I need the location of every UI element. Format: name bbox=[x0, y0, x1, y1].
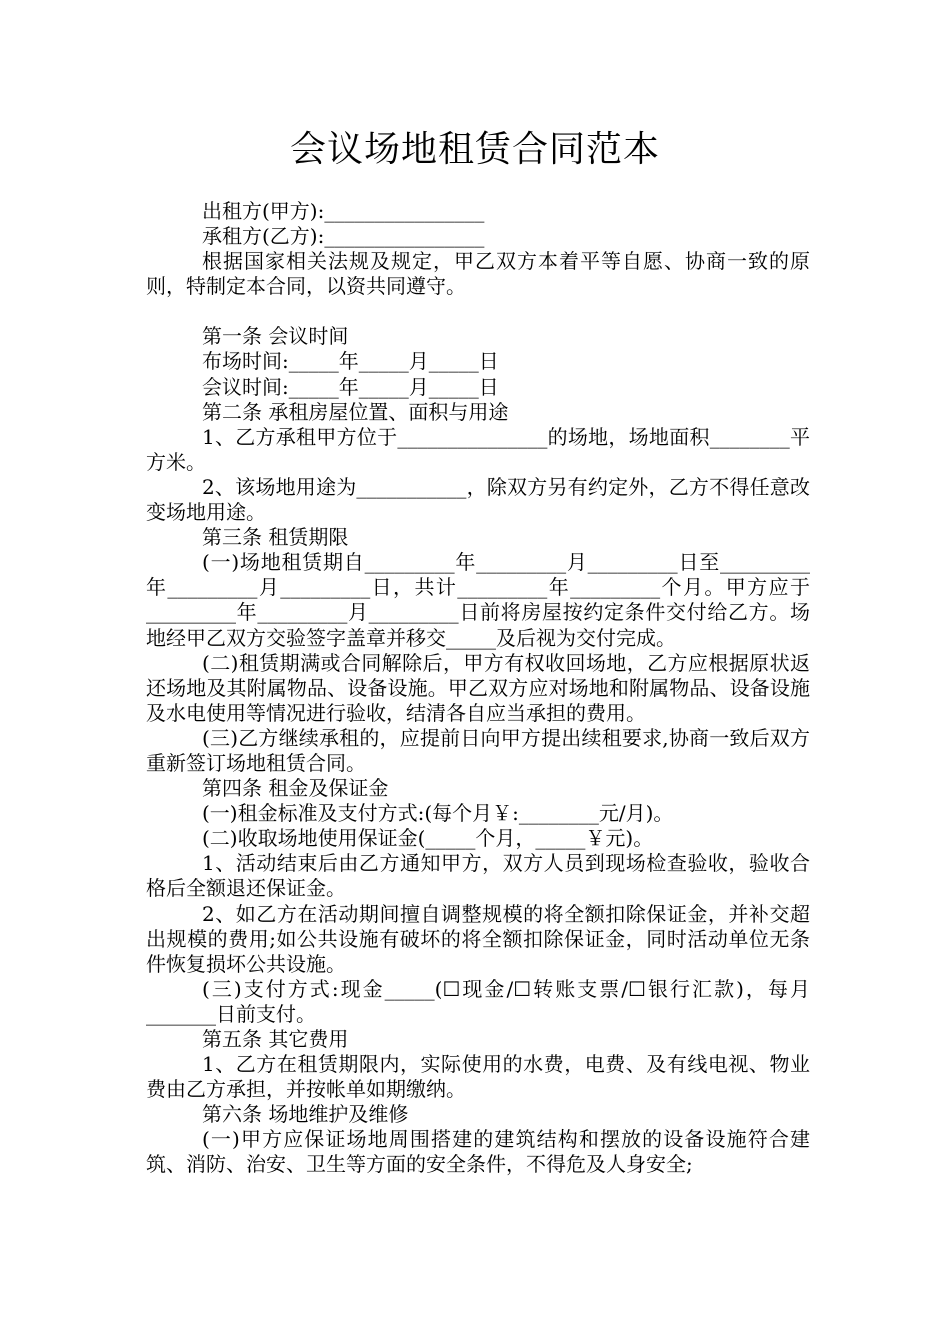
setup-time-line: 布场时间:_____年_____月_____日 bbox=[202, 349, 499, 374]
party-b-line: 承租方(乙方):________________ bbox=[202, 224, 485, 249]
article-1-heading: 第一条 会议时间 bbox=[202, 324, 349, 349]
meeting-time-line: 会议时间:_____年_____月_____日 bbox=[202, 374, 499, 399]
party-a-line: 出租方(甲方):________________ bbox=[202, 199, 485, 223]
article-6-clause-1: (一)甲方应保证场地周围搭建的建筑结构和摆放的设备设施符合建筑、消防、治安、卫生等方面的安全条件，不得危及人身安全; bbox=[146, 1127, 810, 1177]
article-3-heading: 第三条 租赁期限 bbox=[202, 525, 349, 550]
article-2-clause-2: 2、该场地用途为___________，除双方另有约定外，乙方不得任意改变场地用途。 bbox=[146, 474, 810, 525]
article-3-clause-3: (三)乙方继续承租的，应提前日向甲方提出续租要求,协商一致后双方重新签订场地租赁合同。 bbox=[146, 725, 810, 775]
article-4-clause-2-item-2: 2、如乙方在活动期间擅自调整规模的将全额扣除保证金，并补交超出规模的费用;如公共设施有破坏的将全额扣除保证金，同时活动单位无条件恢复损坏公共设施。 bbox=[146, 901, 810, 976]
article-3-clause-2: (二)租赁期满或合同解除后，甲方有权收回场地，乙方应根据原状返还场地及其附属物品、设备设施。甲乙双方应对场地和附属物品、设备设施及水电使用等情况进行验收，结清各自应当承担的费用。 bbox=[146, 650, 810, 725]
article-5-clause-1: 1、乙方在租赁期限内，实际使用的水费，电费、及有线电视、物业费由乙方承担，并按帐单如期缴纳。 bbox=[146, 1052, 810, 1102]
article-5-heading: 第五条 其它费用 bbox=[202, 1027, 349, 1051]
article-4-clause-1: (一)租金标准及支付方式:(每个月￥:________元/月)。 bbox=[202, 801, 674, 826]
document-body bbox=[146, 199, 810, 1178]
article-2-clause-1: 1、乙方承租甲方位于_______________的场地，场地面积________平方米。 bbox=[146, 424, 810, 474]
article-6-heading: 第六条 场地维护及维修 bbox=[202, 1102, 409, 1127]
article-4-clause-2: (二)收取场地使用保证金(_____个月，_____￥元)。 bbox=[202, 826, 654, 851]
article-2-heading: 第二条 承租房屋位置、面积与用途 bbox=[202, 399, 509, 424]
article-4-clause-3: (三)支付方式:现金_____(☐现金/☐转账支票/☐银行汇款)，每月_______日前支付。 bbox=[146, 976, 810, 1026]
article-4-clause-2-item-1: 1、活动结束后由乙方通知甲方，双方人员到现场检查验收，验收合格后全额退还保证金。 bbox=[146, 851, 810, 901]
article-3-clause-1: (一)场地租赁期自_________年_________月_________日至_________年_________月_________日，共计_________年_________个月。甲方应于_________年_________月_________日前将房屋按约定条件交付给乙方。场地经甲乙双方交验签字盖章并移交_____及后视为交付完成。 bbox=[146, 550, 810, 650]
preamble-paragraph: 根据国家相关法规及规定，甲乙双方本着平等自愿、协商一致的原则，特制定本合同，以资共同遵守。 bbox=[146, 249, 810, 299]
document-title: 会议场地租赁合同范本 bbox=[289, 129, 660, 170]
article-4-heading: 第四条 租金及保证金 bbox=[202, 776, 389, 801]
